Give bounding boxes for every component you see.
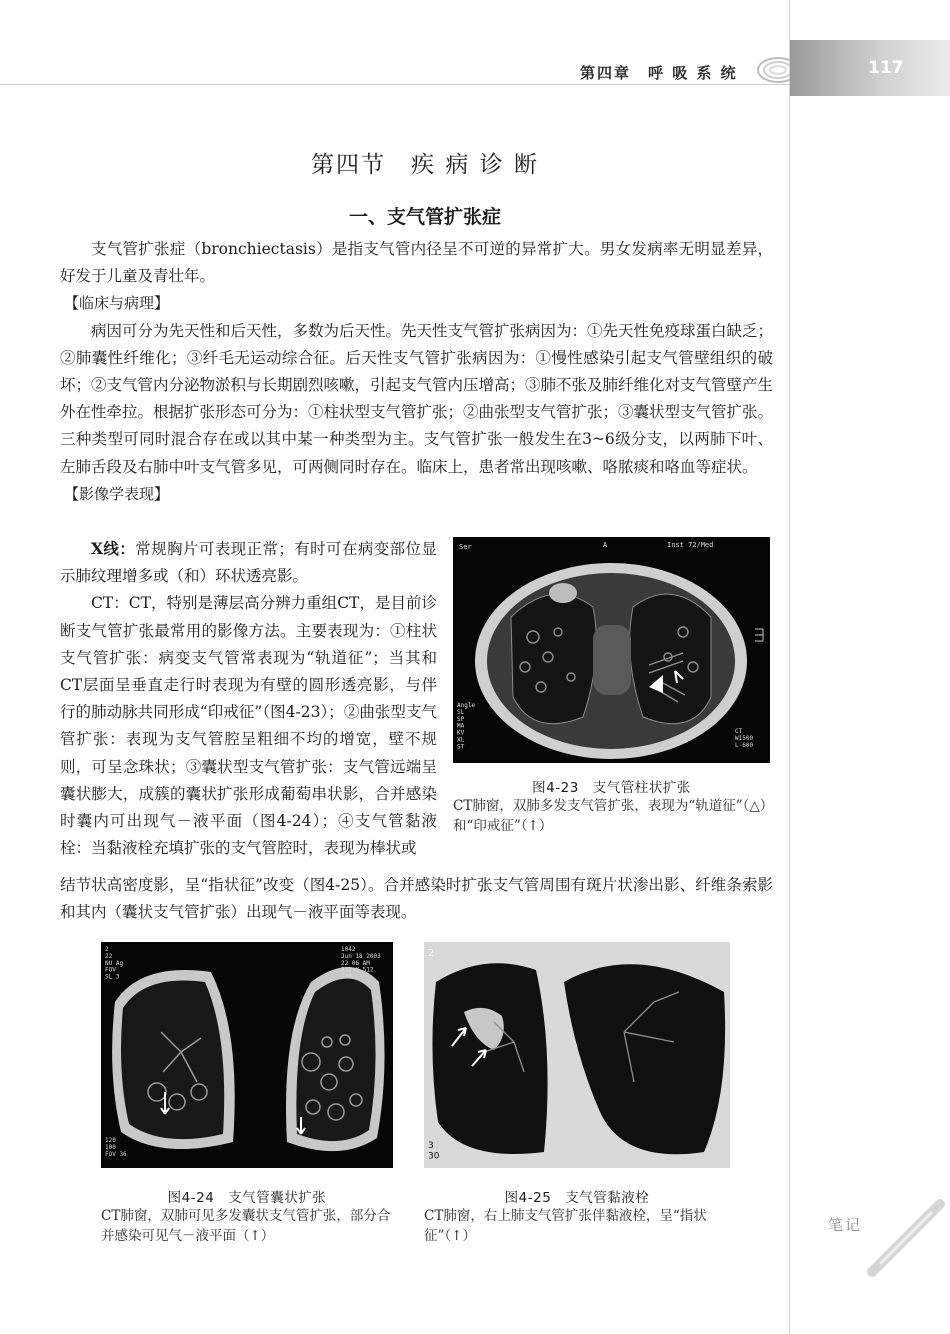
figure-4-23-graphic bbox=[453, 537, 770, 763]
fig23-overlay-tr: Inst 72/Med bbox=[667, 541, 714, 549]
body-text-top bbox=[60, 236, 773, 508]
fig23-overlay-tl: Ser bbox=[459, 543, 472, 551]
body-text-column bbox=[60, 535, 437, 862]
figure-4-25-description: CT肺窗，右上肺支气管扩张伴黏液栓，呈“指状征”（↑） bbox=[424, 1208, 707, 1244]
clinical-heading: 【临床与病理】 bbox=[64, 294, 170, 313]
page-number: 117 bbox=[868, 58, 904, 78]
fig25-overlay-bl: 3 30 bbox=[428, 1141, 440, 1162]
figure-4-25-graphic bbox=[424, 942, 730, 1168]
xray-text: 常规胸片可表现正常；有时可在病变部位显示肺纹理增多或（和）环状透亮影。 bbox=[60, 540, 437, 586]
body-text-continued bbox=[60, 872, 773, 926]
subsection-title: 一、支气管扩张症 bbox=[348, 206, 501, 228]
figure-4-23-description: CT肺窗，双肺多发支气管扩张，表现为“轨道征”（△）和“印戒征”（↑） bbox=[453, 798, 767, 834]
figure-4-24-graphic bbox=[101, 942, 393, 1168]
fig23-overlay-tc: A bbox=[603, 541, 608, 549]
figure-4-24-title: 图4-24 支气管囊状扩张 bbox=[167, 1190, 327, 1206]
ct-continued-paragraph: 结节状高密度影，呈“指状征”改变（图4-25）。合并感染时扩张支气管周围有斑片状渗出影、纤维条索影和其内（囊状支气管扩张）出现气－液平面等表现。 bbox=[60, 876, 773, 922]
xray-paragraph bbox=[60, 535, 437, 590]
fig23-overlay-bl: Angle SL SP MA KV XL ST bbox=[457, 702, 476, 751]
fig24-overlay-tl: 2 22 NU Ag FOV SL 3 bbox=[105, 946, 124, 981]
figure-4-25-title: 图4-25 支气管黏液栓 bbox=[504, 1190, 650, 1206]
figure-4-25-ct-image bbox=[424, 942, 730, 1168]
page-edge-line bbox=[789, 0, 790, 1334]
intro-paragraph: 支气管扩张症（bronchiectasis）是指支气管内径呈不可逆的异常扩大。男女发病率无明显差异，好发于儿童及青壮年。 bbox=[60, 240, 773, 286]
figure-4-24-description: CT肺窗，双肺可见多发囊状支气管扩张，部分合并感染可见气－液平面（↑） bbox=[101, 1208, 391, 1244]
margin-note-label: 笔记 bbox=[828, 1216, 863, 1234]
fig24-overlay-tr: 1042 Jun 18 2003 22 06 AM 512 X 512 133 bbox=[341, 946, 381, 981]
fig25-overlay-tl: 2 bbox=[428, 948, 435, 959]
pencil-icon bbox=[862, 1190, 950, 1280]
fig24-overlay-bl: 120 100 FOV 36 bbox=[105, 1137, 127, 1158]
clinical-paragraph: 病因可分为先天性和后天性，多数为后天性。先天性支气管扩张病因为：①先天性免疫球蛋白缺乏；②肺囊性纤维化；③纤毛无运动综合征。后天性支气管扩张病因为：①慢性感染引起支气管壁组织的破坏；②支气管内分泌物淤积与长期剧烈咳嗽，引起支气管内压增高；③肺不张及肺纤维化对支气管壁产生外在性牵拉。根据扩张形态可分为：①柱状型支气管扩张；②曲张型支气管扩张；③囊状型支气管扩张。三种类型可同时混合存在或以其中某一种类型为主。支气管扩张一般发生在3~6级分支，以两肺下叶、左肺舌段及右肺中叶支气管多见，可两侧同时存在。临床上，患者常出现咳嗽、咯脓痰和咯血等症状。 bbox=[60, 321, 774, 476]
header-rule bbox=[0, 84, 790, 85]
figure-4-24-ct-image bbox=[101, 942, 393, 1168]
section-title: 第四节 疾 病 诊 断 bbox=[311, 152, 539, 178]
xray-label: X线： bbox=[91, 539, 136, 558]
imaging-heading-text: 影像学表现 bbox=[79, 484, 155, 503]
figure-4-23-title: 图4-23 支气管柱状扩张 bbox=[532, 780, 691, 796]
figure-4-23-ct-image bbox=[453, 537, 770, 763]
ct-paragraph: CT：CT，特别是薄层高分辨力重组CT，是目前诊断支气管扩张最常用的影像方法。主要表现为：①柱状支气管扩张：病变支气管常表现为“轨道征”；当其和CT层面呈垂直走行时表现为有壁的圆形透亮影，与伴行的肺动脉共同形成“印戒征”（图4-23）；②曲张型支气管扩张：表现为支气管腔呈粗细不均的增宽，壁不规则，可呈念珠状；③囊状型支气管扩张：支气管远端呈囊状膨大，成簇的囊状扩张形成葡萄串状影，合并感染时囊内可出现气－液平面（图4-24）；④支气管黏液栓：当黏液栓充填扩张的支气管腔时，表现为棒状或 bbox=[60, 594, 437, 858]
fig23-overlay-br: CT W1500 L-600 bbox=[735, 728, 754, 749]
clinical-heading-text: 临床与病理 bbox=[79, 294, 155, 313]
imaging-heading: 【影像学表现】 bbox=[64, 484, 170, 503]
running-head: 第四章 呼 吸 系 统 bbox=[580, 64, 738, 82]
